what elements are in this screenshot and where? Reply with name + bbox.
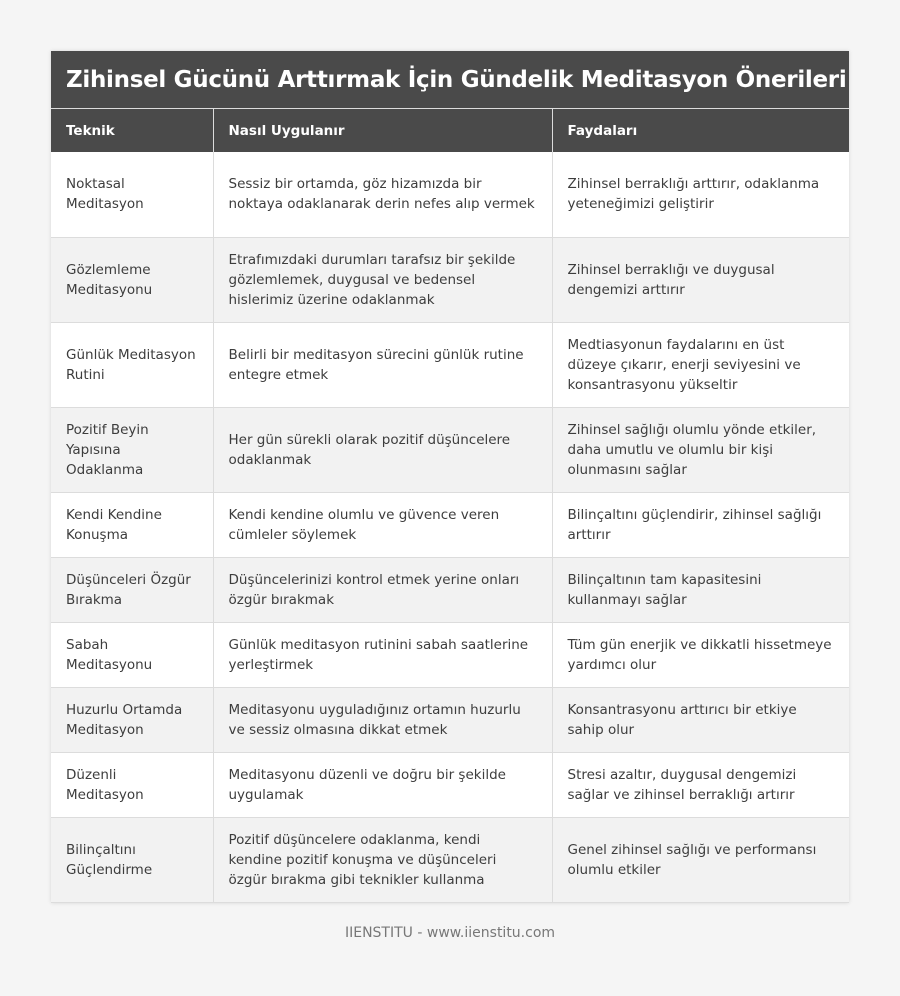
meditation-table [51, 109, 849, 903]
page-title: Zihinsel Gücünü Arttırmak İçin Gündelik Meditasyon Önerileri [66, 66, 847, 93]
cell-teknik: Sabah Meditasyonu [51, 622, 213, 687]
cell-teknik: Huzurlu Ortamda Meditasyon [51, 687, 213, 752]
table-row [51, 752, 849, 817]
table-row [51, 622, 849, 687]
cell-nasil-uygulanir: Günlük meditasyon rutinini sabah saatlerine yerleştirmek [213, 622, 552, 687]
cell-faydalari: Konsantrasyonu arttırıcı bir etkiye sahip olur [552, 687, 849, 752]
cell-nasil-uygulanir: Belirli bir meditasyon sürecini günlük rutine entegre etmek [213, 322, 552, 407]
footer-credit: IIENSTITU - www.iienstitu.com [344, 925, 556, 941]
cell-faydalari: Zihinsel berraklığı arttırır, odaklanma yeteneğimizi geliştirir [552, 152, 849, 237]
cell-nasil-uygulanir: Meditasyonu uyguladığınız ortamın huzurlu ve sessiz olmasına dikkat etmek [213, 687, 552, 752]
table-row [51, 557, 849, 622]
cell-nasil-uygulanir: Düşüncelerinizi kontrol etmek yerine onları özgür bırakmak [213, 557, 552, 622]
cell-nasil-uygulanir: Kendi kendine olumlu ve güvence veren cümleler söylemek [213, 492, 552, 557]
cell-nasil-uygulanir: Meditasyonu düzenli ve doğru bir şekilde uygulamak [213, 752, 552, 817]
column-header-nasil-uygulanir: Nasıl Uygulanır [213, 109, 552, 152]
cell-faydalari: Stresi azaltır, duygusal dengemizi sağlar ve zihinsel berraklığı artırır [552, 752, 849, 817]
table-row [51, 687, 849, 752]
table-row [51, 237, 849, 322]
cell-teknik: Pozitif Beyin Yapısına Odaklanma [51, 407, 213, 492]
cell-nasil-uygulanir: Pozitif düşüncelere odaklanma, kendi kendine pozitif konuşma ve düşünceleri özgür bırakma gibi teknikler kullanma [213, 817, 552, 902]
cell-faydalari: Bilinçaltının tam kapasitesini kullanmayı sağlar [552, 557, 849, 622]
table-row [51, 152, 849, 237]
cell-teknik: Gözlemleme Meditasyonu [51, 237, 213, 322]
column-header-faydalari: Faydaları [552, 109, 849, 152]
cell-faydalari: Bilinçaltını güçlendirir, zihinsel sağlığı arttırır [552, 492, 849, 557]
cell-faydalari: Medtiasyonun faydalarını en üst düzeye çıkarır, enerji seviyesini ve konsantrasyonu yükseltir [552, 322, 849, 407]
cell-teknik: Düşünceleri Özgür Bırakma [51, 557, 213, 622]
table-row [51, 322, 849, 407]
meditation-table-card [51, 51, 849, 903]
cell-faydalari: Tüm gün enerjik ve dikkatli hissetmeye yardımcı olur [552, 622, 849, 687]
table-row [51, 407, 849, 492]
column-header-teknik: Teknik [51, 109, 213, 152]
cell-faydalari: Genel zihinsel sağlığı ve performansı olumlu etkiler [552, 817, 849, 902]
table-row [51, 492, 849, 557]
cell-teknik: Günlük Meditasyon Rutini [51, 322, 213, 407]
title-bar [51, 51, 849, 109]
cell-teknik: Düzenli Meditasyon [51, 752, 213, 817]
cell-faydalari: Zihinsel berraklığı ve duygusal dengemizi arttırır [552, 237, 849, 322]
cell-nasil-uygulanir: Sessiz bir ortamda, göz hizamızda bir noktaya odaklanarak derin nefes alıp vermek [213, 152, 552, 237]
cell-teknik: Noktasal Meditasyon [51, 152, 213, 237]
cell-teknik: Bilinçaltını Güçlendirme [51, 817, 213, 902]
cell-teknik: Kendi Kendine Konuşma [51, 492, 213, 557]
table-header-row [51, 109, 849, 152]
table-row [51, 817, 849, 902]
cell-nasil-uygulanir: Her gün sürekli olarak pozitif düşüncelere odaklanmak [213, 407, 552, 492]
cell-nasil-uygulanir: Etrafımızdaki durumları tarafsız bir şekilde gözlemlemek, duygusal ve bedensel hislerimiz üzerine odaklanmak [213, 237, 552, 322]
cell-faydalari: Zihinsel sağlığı olumlu yönde etkiler, daha umutlu ve olumlu bir kişi olunmasını sağlar [552, 407, 849, 492]
